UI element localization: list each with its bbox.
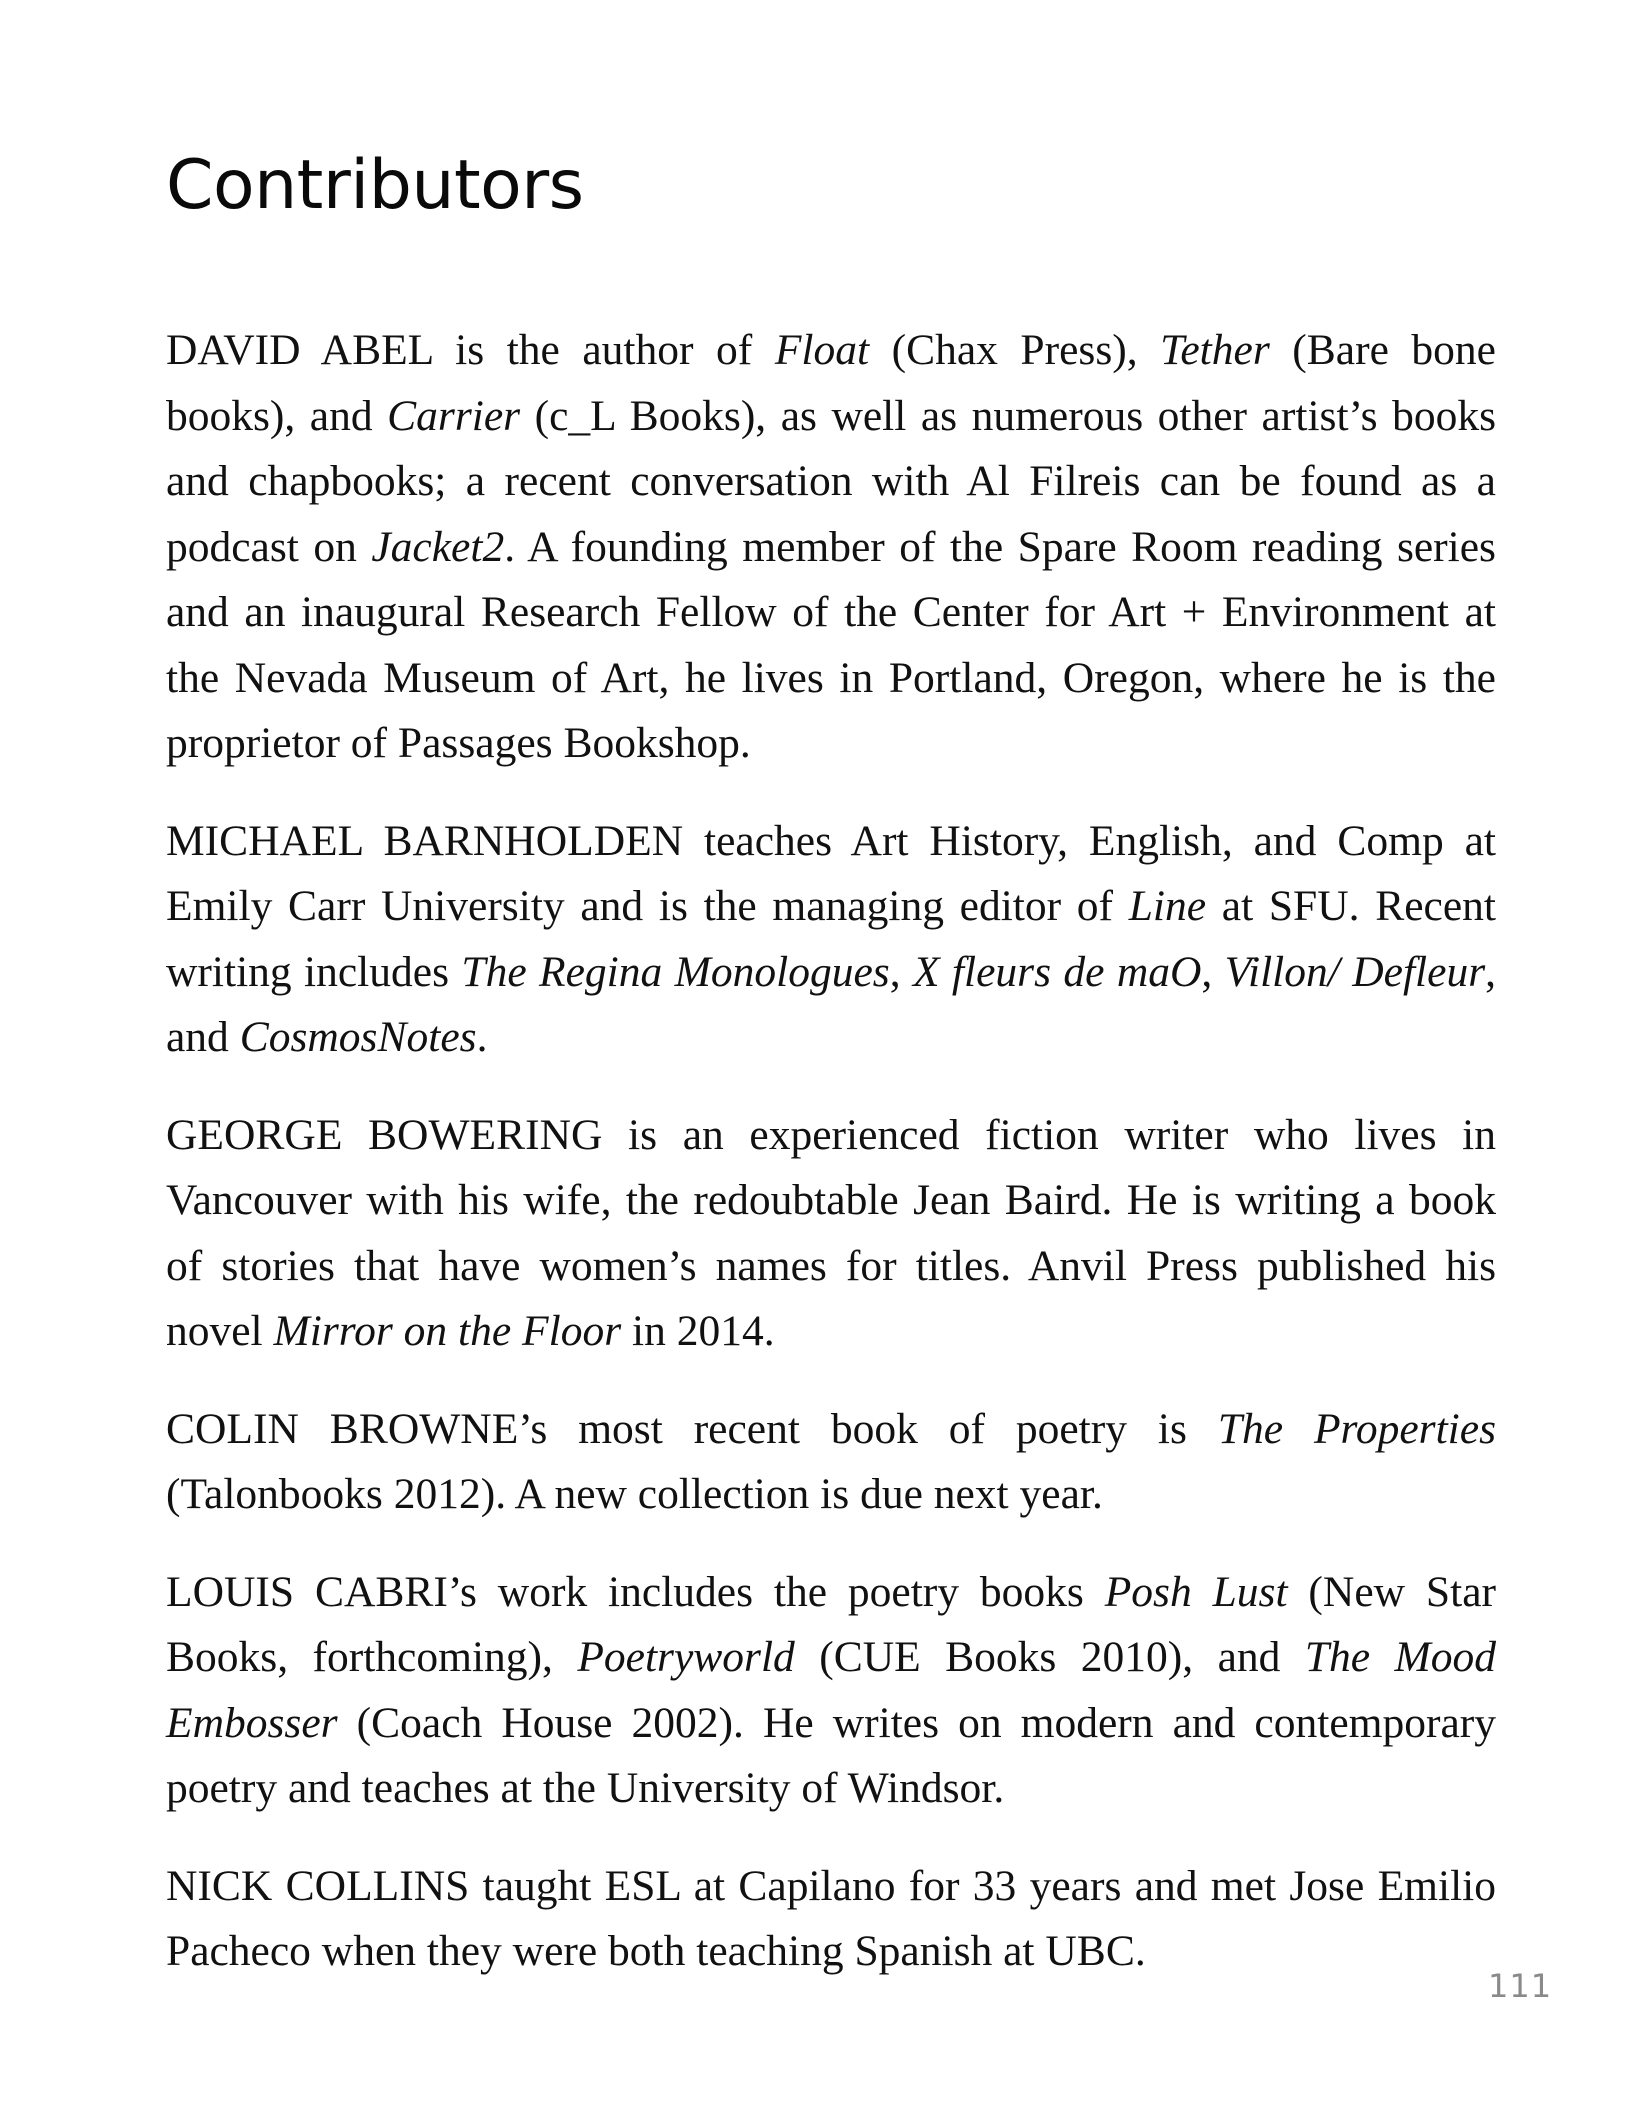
contributor-entry-michael-barnholden [166, 809, 1496, 1071]
bio-text: . A founding member of the Spare Room reading series and an inaugural Research Fellow of the Center for Art + Environment at the Nevada Museum of Art, he lives in Portland, Oregon, where he is the proprietor of Passages Bookshop. [166, 522, 1496, 767]
italic-title-text: Poetryworld [577, 1633, 795, 1681]
bio-text: at SFU. Recent writing includes [166, 882, 1497, 996]
contributor-entry-nick-collins [166, 1854, 1496, 1985]
contributors-list [166, 318, 1496, 2017]
italic-title-text: Line [1128, 882, 1207, 930]
italic-title-text: Tether [1160, 326, 1270, 374]
contributor-entry-colin-browne [166, 1397, 1496, 1528]
bio-text: MICHAEL BARNHOLDEN teaches Art History, English, and Comp at Emily Carr University and is the managing editor of [166, 816, 1496, 930]
bio-text: , [1201, 947, 1225, 996]
bio-text: . [476, 1013, 488, 1061]
bio-text: (Chax Press), [869, 326, 1161, 374]
bio-text: (Coach House 2002). He writes on modern and contemporary poetry and teaches at the University of Windsor. [166, 1698, 1496, 1812]
italic-title-text: X fleurs de maO [912, 947, 1202, 996]
bio-text: (New Star Books, forthcoming), [166, 1567, 1496, 1681]
italic-title-text: Mirror on the Floor [273, 1307, 622, 1355]
bio-text: NICK COLLINS taught ESL at Capilano for 33 years and met Jose Emilio Pacheco when they were both teaching Spanish at UBC. [166, 1861, 1496, 1975]
bio-text: COLIN BROWNE’s most recent book of poetry is [166, 1404, 1218, 1453]
bio-text: in 2014. [621, 1307, 775, 1355]
bio-text: GEORGE BOWERING is an experienced fiction writer who lives in Vancouver with his wife, the redoubtable Jean Baird. He is writing a book of stories that have women’s names for titles. Anvil Press published his novel [166, 1110, 1496, 1355]
bio-text: , [889, 947, 913, 996]
italic-title-text: The Regina Monologues [461, 947, 890, 996]
bio-text: LOUIS CABRI’s work includes the poetry books [166, 1567, 1105, 1616]
bio-text: (Talonbooks 2012). A new collection is due next year. [166, 1470, 1103, 1518]
italic-title-text: Posh Lust [1104, 1567, 1288, 1616]
italic-title-text: Jacket2 [371, 522, 505, 571]
bio-text: DAVID ABEL is the author of [166, 326, 775, 374]
bio-text: (CUE Books 2010), and [794, 1633, 1305, 1681]
italic-title-text: Float [774, 326, 870, 374]
page-number: 111 [1488, 1967, 1553, 2005]
bio-text: , and [166, 947, 1496, 1061]
bio-text: (Bare bone books), and [166, 326, 1496, 440]
contributor-entry-george-bowering [166, 1103, 1496, 1365]
italic-title-text: The Properties [1217, 1404, 1497, 1453]
italic-title-text: CosmosNotes [239, 1013, 477, 1061]
page-title: Contributors [166, 146, 584, 225]
italic-title-text: The Mood Embosser [166, 1633, 1496, 1747]
bio-text: (c_L Books), as well as numerous other artist’s books and chapbooks; a recent conversation with Al Filreis can be found as a podcast on [166, 391, 1496, 571]
italic-title-text: Carrier [387, 391, 521, 440]
contributor-entry-louis-cabri [166, 1560, 1496, 1822]
italic-title-text: Villon/ Defleur [1224, 947, 1486, 996]
contributor-entry-david-abel [166, 318, 1496, 777]
